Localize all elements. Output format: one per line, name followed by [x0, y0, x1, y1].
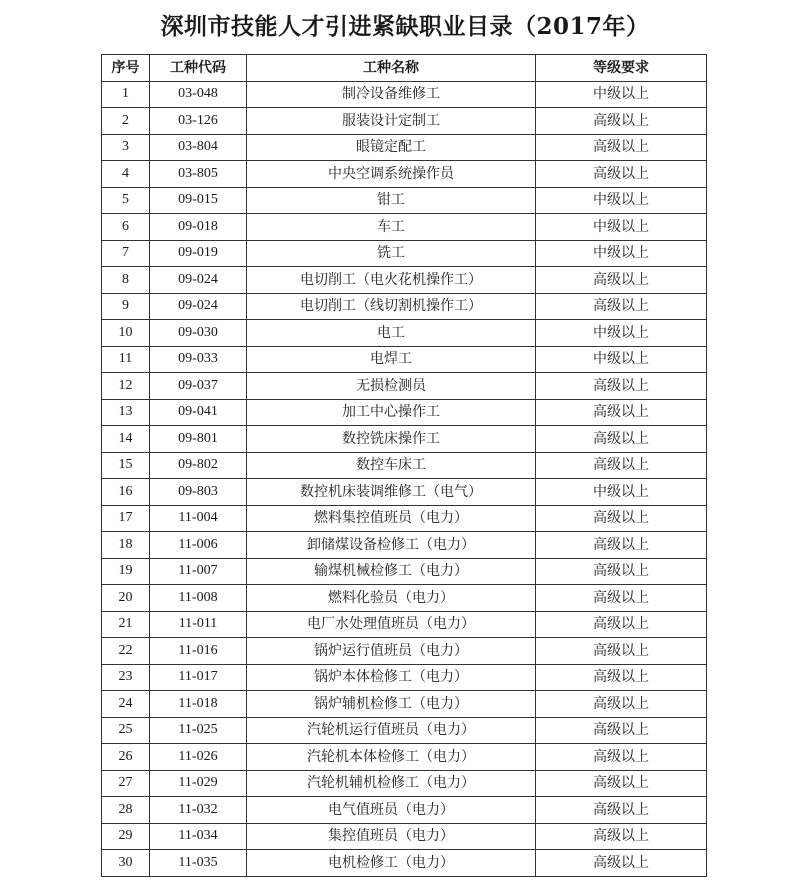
cell-code: 11-018 [150, 691, 247, 718]
cell-no: 1 [102, 81, 150, 108]
table-row [102, 373, 707, 400]
cell-level: 高级以上 [536, 399, 707, 426]
header-code: 工种代码 [150, 55, 247, 82]
cell-code: 11-029 [150, 770, 247, 797]
cell-level: 高级以上 [536, 717, 707, 744]
cell-level: 高级以上 [536, 611, 707, 638]
cell-code: 11-035 [150, 850, 247, 877]
table-row [102, 664, 707, 691]
cell-level: 中级以上 [536, 320, 707, 347]
occupation-table [101, 54, 707, 877]
cell-name: 电切削工（线切割机操作工） [247, 293, 536, 320]
cell-no: 2 [102, 108, 150, 135]
cell-level: 高级以上 [536, 638, 707, 665]
cell-code: 11-008 [150, 585, 247, 612]
cell-name: 电厂水处理值班员（电力） [247, 611, 536, 638]
cell-level: 中级以上 [536, 81, 707, 108]
cell-no: 11 [102, 346, 150, 373]
table-row [102, 293, 707, 320]
cell-no: 21 [102, 611, 150, 638]
table-row [102, 638, 707, 665]
cell-name: 车工 [247, 214, 536, 241]
cell-code: 11-006 [150, 532, 247, 559]
cell-code: 03-805 [150, 161, 247, 188]
cell-name: 电机检修工（电力） [247, 850, 536, 877]
cell-no: 14 [102, 426, 150, 453]
cell-no: 7 [102, 240, 150, 267]
cell-code: 11-016 [150, 638, 247, 665]
cell-no: 29 [102, 823, 150, 850]
table-row [102, 717, 707, 744]
cell-code: 09-024 [150, 267, 247, 294]
cell-code: 09-024 [150, 293, 247, 320]
cell-name: 汽轮机本体检修工（电力） [247, 744, 536, 771]
header-name: 工种名称 [247, 55, 536, 82]
cell-name: 卸储煤设备检修工（电力） [247, 532, 536, 559]
cell-code: 11-034 [150, 823, 247, 850]
cell-name: 眼镜定配工 [247, 134, 536, 161]
cell-name: 数控车床工 [247, 452, 536, 479]
cell-code: 09-015 [150, 187, 247, 214]
cell-no: 4 [102, 161, 150, 188]
cell-name: 锅炉运行值班员（电力） [247, 638, 536, 665]
cell-level: 高级以上 [536, 293, 707, 320]
cell-no: 24 [102, 691, 150, 718]
cell-code: 11-004 [150, 505, 247, 532]
cell-no: 5 [102, 187, 150, 214]
cell-no: 6 [102, 214, 150, 241]
cell-code: 09-030 [150, 320, 247, 347]
cell-code: 09-801 [150, 426, 247, 453]
cell-code: 11-025 [150, 717, 247, 744]
cell-level: 中级以上 [536, 187, 707, 214]
cell-level: 高级以上 [536, 691, 707, 718]
cell-no: 17 [102, 505, 150, 532]
table-row [102, 267, 707, 294]
cell-code: 03-126 [150, 108, 247, 135]
cell-no: 12 [102, 373, 150, 400]
cell-code: 11-032 [150, 797, 247, 824]
cell-name: 燃料化验员（电力） [247, 585, 536, 612]
cell-name: 中央空调系统操作员 [247, 161, 536, 188]
cell-code: 11-026 [150, 744, 247, 771]
table-row [102, 187, 707, 214]
cell-no: 27 [102, 770, 150, 797]
cell-level: 高级以上 [536, 161, 707, 188]
cell-no: 10 [102, 320, 150, 347]
cell-level: 中级以上 [536, 240, 707, 267]
cell-level: 高级以上 [536, 797, 707, 824]
table-row [102, 770, 707, 797]
cell-name: 输煤机械检修工（电力） [247, 558, 536, 585]
cell-code: 11-017 [150, 664, 247, 691]
cell-no: 26 [102, 744, 150, 771]
table-row [102, 585, 707, 612]
cell-name: 制冷设备维修工 [247, 81, 536, 108]
cell-no: 28 [102, 797, 150, 824]
table-row [102, 505, 707, 532]
table-row [102, 744, 707, 771]
cell-name: 电气值班员（电力） [247, 797, 536, 824]
table-row [102, 797, 707, 824]
table-row [102, 346, 707, 373]
table-row [102, 426, 707, 453]
cell-level: 高级以上 [536, 108, 707, 135]
cell-no: 23 [102, 664, 150, 691]
cell-level: 高级以上 [536, 532, 707, 559]
cell-name: 服装设计定制工 [247, 108, 536, 135]
cell-code: 11-011 [150, 611, 247, 638]
table-row [102, 320, 707, 347]
cell-level: 高级以上 [536, 452, 707, 479]
table-row [102, 108, 707, 135]
cell-code: 09-019 [150, 240, 247, 267]
table-row [102, 134, 707, 161]
table-header [102, 55, 707, 82]
cell-no: 15 [102, 452, 150, 479]
cell-name: 钳工 [247, 187, 536, 214]
cell-no: 16 [102, 479, 150, 506]
cell-code: 09-802 [150, 452, 247, 479]
cell-name: 锅炉本体检修工（电力） [247, 664, 536, 691]
cell-code: 09-037 [150, 373, 247, 400]
table-row [102, 240, 707, 267]
header-row [102, 55, 707, 82]
cell-level: 高级以上 [536, 558, 707, 585]
cell-code: 09-041 [150, 399, 247, 426]
cell-no: 19 [102, 558, 150, 585]
cell-name: 汽轮机辅机检修工（电力） [247, 770, 536, 797]
cell-name: 铣工 [247, 240, 536, 267]
cell-code: 09-033 [150, 346, 247, 373]
cell-level: 高级以上 [536, 373, 707, 400]
cell-no: 22 [102, 638, 150, 665]
cell-name: 电焊工 [247, 346, 536, 373]
cell-level: 中级以上 [536, 346, 707, 373]
table-row [102, 214, 707, 241]
table-row [102, 479, 707, 506]
cell-name: 汽轮机运行值班员（电力） [247, 717, 536, 744]
cell-level: 高级以上 [536, 585, 707, 612]
cell-no: 9 [102, 293, 150, 320]
table-body [102, 81, 707, 876]
cell-level: 高级以上 [536, 505, 707, 532]
cell-code: 11-007 [150, 558, 247, 585]
cell-no: 30 [102, 850, 150, 877]
header-no: 序号 [102, 55, 150, 82]
table-row [102, 850, 707, 877]
table-row [102, 691, 707, 718]
cell-name: 燃料集控值班员（电力） [247, 505, 536, 532]
table-row [102, 399, 707, 426]
cell-name: 电切削工（电火花机操作工） [247, 267, 536, 294]
cell-level: 高级以上 [536, 134, 707, 161]
table-row [102, 611, 707, 638]
cell-no: 13 [102, 399, 150, 426]
table-row [102, 823, 707, 850]
cell-level: 高级以上 [536, 267, 707, 294]
cell-code: 03-048 [150, 81, 247, 108]
cell-no: 3 [102, 134, 150, 161]
cell-level: 高级以上 [536, 426, 707, 453]
cell-level: 中级以上 [536, 479, 707, 506]
cell-level: 高级以上 [536, 744, 707, 771]
header-level: 等级要求 [536, 55, 707, 82]
cell-no: 25 [102, 717, 150, 744]
cell-level: 中级以上 [536, 214, 707, 241]
page-title: 深圳市技能人才引进紧缺职业目录（2017年） [160, 13, 650, 40]
cell-no: 20 [102, 585, 150, 612]
cell-name: 锅炉辅机检修工（电力） [247, 691, 536, 718]
table-row [102, 558, 707, 585]
cell-name: 数控铣床操作工 [247, 426, 536, 453]
cell-code: 09-018 [150, 214, 247, 241]
cell-level: 高级以上 [536, 823, 707, 850]
cell-no: 8 [102, 267, 150, 294]
cell-level: 高级以上 [536, 664, 707, 691]
table-row [102, 452, 707, 479]
table-row [102, 161, 707, 188]
cell-name: 无损检测员 [247, 373, 536, 400]
cell-code: 09-803 [150, 479, 247, 506]
cell-level: 高级以上 [536, 850, 707, 877]
table-row [102, 532, 707, 559]
cell-level: 高级以上 [536, 770, 707, 797]
table-row [102, 81, 707, 108]
cell-name: 加工中心操作工 [247, 399, 536, 426]
cell-code: 03-804 [150, 134, 247, 161]
cell-name: 电工 [247, 320, 536, 347]
cell-name: 集控值班员（电力） [247, 823, 536, 850]
cell-no: 18 [102, 532, 150, 559]
cell-name: 数控机床装调维修工（电气） [247, 479, 536, 506]
